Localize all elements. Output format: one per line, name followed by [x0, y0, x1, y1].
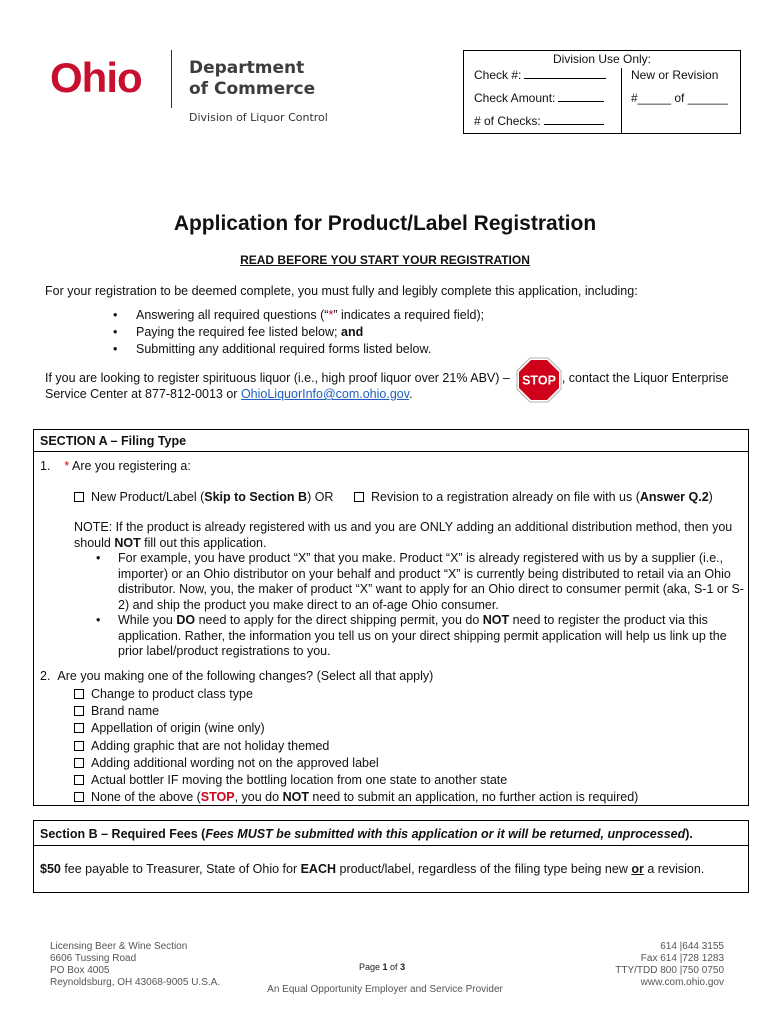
check-amount-field[interactable]: Check Amount:	[474, 91, 604, 105]
ohio-wordmark: Ohio	[50, 54, 142, 101]
change-option[interactable]: Adding graphic that are not holiday themed	[74, 738, 638, 755]
website-link[interactable]: www.com.ohio.gov	[640, 977, 724, 988]
logo-divider	[171, 50, 172, 108]
requirements-list	[113, 307, 484, 358]
new-product-checkbox[interactable]	[74, 492, 84, 502]
list-item: • Answering all required questions (“*” indicates a required field);	[113, 307, 484, 324]
option-revision[interactable]: Revision to a registration already on file with us (Answer Q.2)	[354, 490, 713, 504]
list-item: • Submitting any additional required forms listed below.	[113, 341, 484, 358]
question-1: 1. * Are you registering a:	[40, 459, 191, 473]
check-number-field[interactable]: Check #:	[474, 68, 606, 82]
division-use-box	[463, 50, 741, 134]
division-name: Division of Liquor Control	[189, 111, 328, 124]
note-bullets	[96, 551, 746, 660]
section-b-heading: Section B – Required Fees (Fees MUST be submitted with this application or it will be returned, unprocessed).	[34, 821, 748, 846]
email-link[interactable]: OhioLiquorInfo@com.ohio.gov	[240, 387, 410, 401]
checkbox[interactable]	[74, 792, 84, 802]
equal-opportunity-text: An Equal Opportunity Employer and Service Provider	[267, 984, 503, 995]
checkbox[interactable]	[74, 706, 84, 716]
fee-text: $50 fee payable to Treasurer, State of Ohio for EACH product/label, regardless of the filing type being new or a revision.	[40, 862, 705, 876]
note-text: NOTE: If the product is already registered with us and you are ONLY adding an additional distribution method, then you should NOT fill out this application.	[74, 520, 733, 550]
division-use-divider	[621, 68, 622, 134]
change-option[interactable]: Adding additional wording not on the approved label	[74, 755, 638, 772]
change-option-none[interactable]: None of the above (STOP, you do NOT need to submit an application, no further action is required)	[74, 789, 638, 806]
spirituous-notice: If you are looking to register spirituous liquor (i.e., high proof liquor over 21% ABV) – , contact the Liquor Enterprise Service Center at 877-812-0013 or OhioLiquorInfo@com.ohio.gov.	[45, 371, 729, 401]
section-a	[33, 429, 749, 806]
count-of-field[interactable]: #_____ of ______	[631, 91, 728, 105]
new-or-revision-label: New or Revision	[631, 68, 719, 82]
stop-sign-label: STOP	[522, 373, 556, 388]
dept-line-1: Department	[189, 58, 305, 78]
change-option[interactable]: Change to product class type	[74, 686, 638, 703]
revision-checkbox[interactable]	[354, 492, 364, 502]
list-item: • While you DO need to apply for the direct shipping permit, you do NOT need to register the product via this application. Rather, the information you tell us on your direct shipping permit application will help us link up the prior label/product registrations to you.	[96, 613, 746, 660]
stop-sign-icon	[516, 357, 562, 403]
footer-address: Licensing Beer & Wine Section 6606 Tussing Road PO Box 4005 Reynoldsburg, OH 43068-9005 U.S.A.	[50, 941, 221, 988]
checkbox[interactable]	[74, 775, 84, 785]
option-new-product[interactable]: New Product/Label (Skip to Section B) OR	[74, 490, 333, 504]
page-number: Page 1 of 3	[359, 962, 406, 972]
ohio-commerce-logo	[50, 48, 350, 128]
change-option[interactable]: Brand name	[74, 703, 638, 720]
change-option[interactable]: Appellation of origin (wine only)	[74, 720, 638, 737]
division-use-title: Division Use Only:	[552, 52, 652, 66]
intro-text: For your registration to be deemed complete, you must fully and legibly complete this application, including:	[45, 284, 638, 298]
checkbox[interactable]	[74, 758, 84, 768]
changes-list	[74, 686, 638, 806]
question-2: 2. Are you making one of the following changes? (Select all that apply)	[40, 669, 434, 683]
page-subtitle: READ BEFORE YOU START YOUR REGISTRATION	[240, 253, 530, 267]
page-title: Application for Product/Label Registration	[173, 212, 597, 235]
section-b	[33, 820, 749, 893]
num-checks-field[interactable]: # of Checks:	[474, 114, 604, 128]
checkbox[interactable]	[74, 689, 84, 699]
list-item: • For example, you have product “X” that you make. Product “X” is already registered with us by a supplier (i.e., importer) or an Ohio distributor on your behalf and product “X” is currently being distributed to retail via an Ohio distributor. Now, you, the maker of product “X” want to apply for an Ohio direct to consumer permit (aka, S-1 or S-2) and ship the product you make direct to an of-age Ohio consumer.	[96, 551, 746, 613]
section-a-heading: SECTION A – Filing Type	[34, 430, 748, 452]
checkbox[interactable]	[74, 741, 84, 751]
change-option[interactable]: Actual bottler IF moving the bottling location from one state to another state	[74, 772, 638, 789]
footer-contact: 614 |644 3155 Fax 614 |728 1283 TTY/TDD 800 |750 0750 www.com.ohio.gov	[615, 941, 724, 988]
dept-line-2: of Commerce	[189, 79, 316, 99]
list-item: • Paying the required fee listed below; and	[113, 324, 484, 341]
checkbox[interactable]	[74, 723, 84, 733]
